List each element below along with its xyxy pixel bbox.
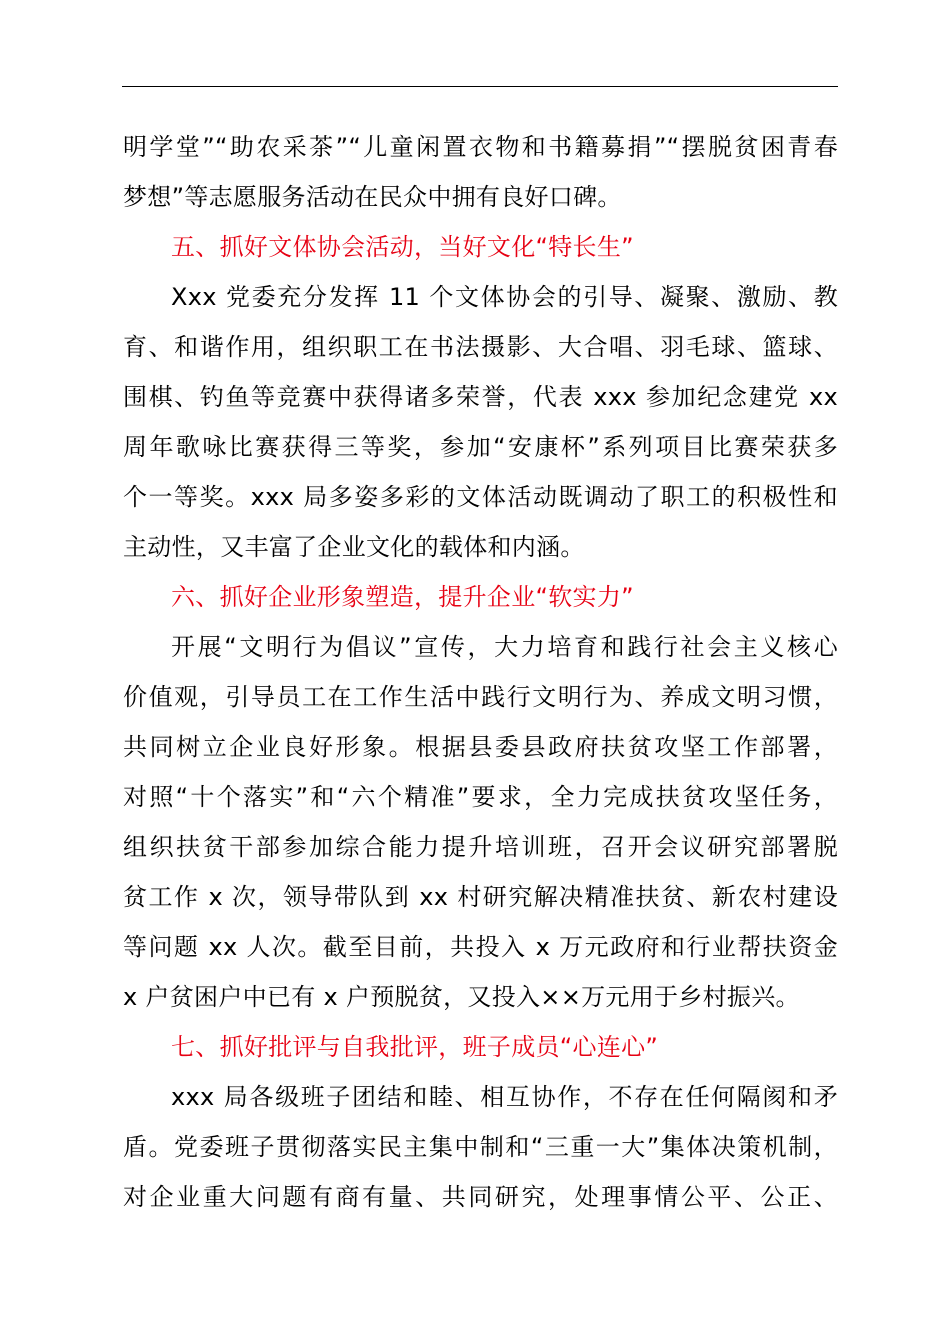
body-line: 共同树立企业良好形象。根据县委县政府扶贫攻坚工作部署， — [123, 733, 838, 761]
body-line: 盾。党委班子贯彻落实民主集中制和“三重一大”集体决策机制， — [123, 1133, 838, 1161]
body-line: 等问题 xx 人次。截至目前，共投入 x 万元政府和行业帮扶资金 — [123, 933, 838, 961]
body-line: 围棋、钓鱼等竞赛中获得诸多荣誉，代表 xxx 参加纪念建党 xx — [123, 383, 838, 411]
body-line: 周年歌咏比赛获得三等奖，参加“安康杯”系列项目比赛荣获多 — [123, 433, 838, 461]
paragraph-first-line: xxx 局各级班子团结和睦、相互协作，不存在任何隔阂和矛 — [171, 1083, 838, 1111]
body-line: 个一等奖。xxx 局多姿多彩的文体活动既调动了职工的积极性和 — [123, 483, 838, 511]
section-heading-7: 七、抓好批评与自我批评，班子成员“心连心” — [171, 1033, 659, 1061]
paragraph-first-line: 开展“文明行为倡议”宣传，大力培育和践行社会主义核心 — [171, 633, 838, 661]
section-heading-6: 六、抓好企业形象塑造，提升企业“软实力” — [171, 583, 634, 611]
body-line: 明学堂”“助农采茶”“儿童闲置衣物和书籍募捐”“摆脱贫困青春 — [123, 133, 838, 161]
body-line: 贫工作 x 次，领导带队到 xx 村研究解决精准扶贫、新农村建设 — [123, 883, 838, 911]
body-line: 对照“十个落实”和“六个精准”要求，全力完成扶贫攻坚任务， — [123, 783, 838, 811]
body-line: x 户贫困户中已有 x 户预脱贫，又投入××万元用于乡村振兴。 — [123, 983, 800, 1011]
document-body — [123, 122, 838, 1222]
header-rule — [122, 86, 838, 87]
body-line: 对企业重大问题有商有量、共同研究，处理事情公平、公正、 — [123, 1183, 838, 1211]
body-line: 价值观，引导员工在工作生活中践行文明行为、养成文明习惯， — [123, 683, 838, 711]
paragraph-first-line: Xxx 党委充分发挥 11 个文体协会的引导、凝聚、激励、教 — [171, 283, 838, 311]
body-line: 育、和谐作用，组织职工在书法摄影、大合唱、羽毛球、篮球、 — [123, 333, 838, 361]
body-line: 组织扶贫干部参加综合能力提升培训班，召开会议研究部署脱 — [123, 833, 838, 861]
section-heading-5: 五、抓好文体协会活动，当好文化“特长生” — [171, 233, 634, 261]
body-line: 主动性，又丰富了企业文化的载体和内涵。 — [123, 533, 585, 561]
body-line: 梦想”等志愿服务活动在民众中拥有良好口碑。 — [123, 183, 622, 211]
